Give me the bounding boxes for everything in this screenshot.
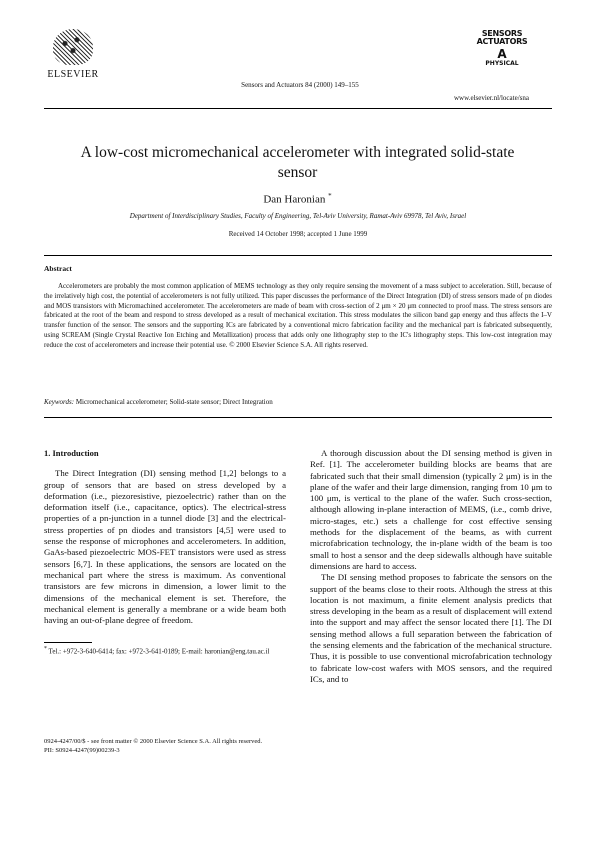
journal-url[interactable]: www.elsevier.nl/locate/sna [454,94,529,102]
paragraph: The Direct Integration (DI) sensing method [1,2] belongs to a group of sensors that are based on stress developed by a deformation (i.e., piezoresistive, piezoelectric) rather than on the deformation itself (i.e., capacitance, optics). The electrical-stress properties of a pn-junction in a tunnel diode [3] and the electrical-stress properties of pn diodes and transistors [4,5] were used to sense the response of microphones and accelerometers. In addition, GaAs-based piezoelectric MOS-FET transistors were used as stress sensors [6,7]. In these applications, the sensors are located on the mechanical part where the stress is maximum. As conventional transistors are few microns in dimension, a lower limit to the dimensions of the mechanical element is set. Therefore, the mechanical element is generally a membrane or a wide beam both having an out-of-plane degree of freedom. [44,468,286,626]
journal-logo-word-1: SENSORS [481,29,523,38]
journal-logo-word-2: ACTUATORS [476,37,528,46]
journal-logo-word-3: PHYSICAL [485,60,519,67]
journal-logo-letter: A [497,47,507,61]
author-line [100,192,495,206]
journal-reference: Sensors and Actuators 84 (2000) 149–155 [241,81,359,89]
article-title: A low-cost micromechanical accelerometer with integrated solid-state sensor [80,144,515,181]
keywords [44,398,552,406]
abstract-heading: Abstract [44,264,72,273]
copyright-block [44,737,344,755]
header-rule [44,108,552,109]
footnote [44,645,289,657]
abstract-bottom-rule [44,417,552,418]
elsevier-tree-icon [53,29,93,65]
author-footnote-mark[interactable]: * [328,192,332,200]
abstract-text: Accelerometers are probably the most common application of MEMS technology as they only require sensing the movement of a mass subject to acceleration. Still, because of the irrelatively high cost, the potential of accelerometers is not fully utilized. This paper discusses the performance of the Direct Integration (DI) of stress sensors made of pn diodes and MOS transistors with Micromachined accelerometer. The accelerometers are made of beam with cross-section of 2 μm × 20 μm connected to proof mass. The stress sensors are fabricated at the root of the beam and respond to stress developed as a result of mechanical excitation. This stress modulates the silicon band gap energy and thus affects the I–V transfer function of the sensor. The sensors and the supporting ICs are fabricated by a conventional micro fabrication facility and the mechanical part is fabricated subsequently, using SCREAM (Single Crystal Reactive Ion Etching and Metallization) process that adds only one lithography step to the IC's lithography steps. This low-cost integration may reduce the cost of accelerometers and increase their potential use. © 2000 Elsevier Science S.A. All rights reserved. [44,282,552,349]
elsevier-logo [44,29,102,89]
author-name: Dan Haronian [263,193,326,206]
body-column-right [310,448,552,685]
body-column-left [44,448,286,626]
keywords-label: Keywords: [44,398,75,406]
affiliation: Department of Interdisciplinary Studies, Faculty of Engineering, Tel-Aviv University, Ramat-Aviv 69978, Tel Aviv, Israel [129,212,467,220]
footnote-text: Tel.: +972-3-640-6414; fax: +972-3-641-0189; E-mail: haronian@eng.tau.ac.il [48,647,270,656]
publisher-name: ELSEVIER [47,69,99,80]
section-heading: 1. Introduction [44,448,99,458]
footnote-rule [44,642,92,643]
copyright-line: 0924-4247/00/$ - see front matter © 2000 Elsevier Science S.A. All rights reserved. [44,738,263,745]
pii-line: PII: S0924-4247(99)00239-3 [44,747,120,754]
received-dates: Received 14 October 1998; accepted 1 June 1999 [228,230,368,238]
paragraph: The DI sensing method proposes to fabricate the sensors on the support of the beams close to their roots. Although the stress at this location is not maximum, a finite element analysis predicts that stress developing in the beam as a result of displacement will extend into the support and may affect the sensor located there [1]. The DI sensing method allows a full separation between the fabrication of the sensing elements and the fabrication of the mechanical structure. Thus, it is possible to use conventional microfabrication technology to fabricate low-cost wafers with MOS sensors, and the required ICs, and to [310,572,552,684]
footnote-mark: * [44,646,47,652]
paragraph: A thorough discussion about the DI sensing method is given in Ref. [1]. The accelerometer building blocks are beams that are fabricated such that their small dimension (typically 2 μm) is in the plane of the wafer and their large dimension, ranging from 10 μm to 100 μm, is vertical to the plane of the wafer. Such cross-section, although allowing in-plane interaction of MEMS, (i.e., comb drive, micro-stages, etc.) sets a challenge for cost effective sensing methods for the displacement of the beams, as with current microfabrication technology, the in-plane width of the beam is too small to host a sensor and the deep sidewalls although have suitable dimensions are hard to access. [310,448,552,571]
abstract-top-rule [44,255,552,256]
keywords-list: Micromechanical accelerometer; Solid-state sensor; Direct Integration [75,398,273,406]
journal-logo [472,30,532,88]
